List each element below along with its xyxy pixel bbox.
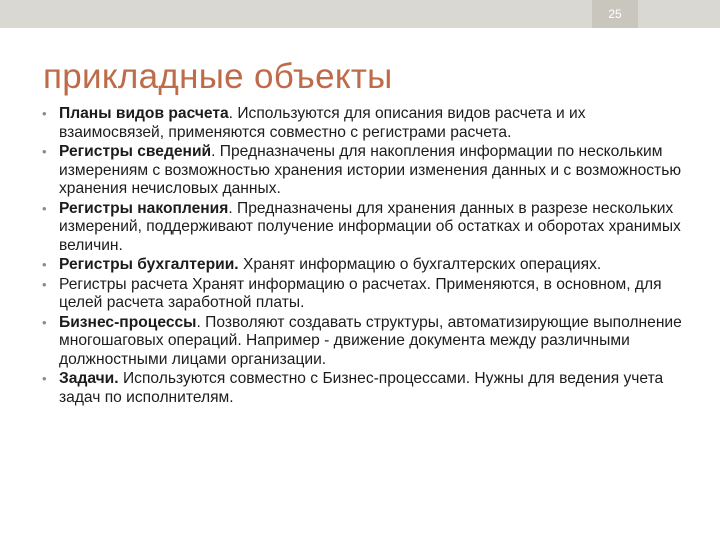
item-term: Задачи. [59,370,119,387]
item-text: . Предназначены для хранения данных в разрезе нескольких измерений, поддерживают получение информации об остатках и оборотах хранимых величин. [59,199,681,254]
slide-title: прикладные объекты [43,57,393,96]
bullet-list [42,105,682,408]
bullet-icon: • [42,106,47,121]
list-item [42,314,682,370]
item-term: Регистры сведений [59,143,212,160]
bullet-icon: • [42,276,47,292]
item-term: Регистры бухгалтерии. [59,256,239,273]
list-item [42,105,682,142]
item-text: Хранят информацию о бухгалтерских операциях. [238,256,602,273]
bullet-icon: • [42,371,47,386]
bullet-icon: • [42,200,47,216]
item-text: Регистры расчета Хранят информацию о расчетах. Применяются, в основном, для целей расчета заработной платы. [59,275,662,311]
item-term: Регистры накопления [59,199,229,217]
list-item [42,143,682,199]
item-text: Используются совместно с Бизнес-процессами. Нужны для ведения учета задач по исполнителям. [59,370,664,406]
item-term: Планы видов расчета [59,105,229,122]
bullet-icon: • [42,257,47,272]
item-text: . Используются для описания видов расчета и их взаимосвязей, применяются совместно с регистрами расчета. [59,105,586,141]
bullet-icon: • [42,314,47,330]
item-term: Бизнес-процессы [59,313,197,331]
list-item [42,370,682,407]
slide-number: 25 [592,0,638,28]
list-item [42,276,682,313]
list-item [42,200,682,256]
item-text: . Предназначены для накопления информации по нескольким измерениям с возможностью хранения истории изменения данных и с возможностью хранения нечисловых данных. [59,143,682,197]
list-item [42,256,682,275]
bullet-icon: • [42,144,47,159]
item-text: . Позволяют создавать структуры, автоматизирующие выполнение многошаговых операций. Например - движение документа между различными должностными лицами организации. [59,313,682,368]
